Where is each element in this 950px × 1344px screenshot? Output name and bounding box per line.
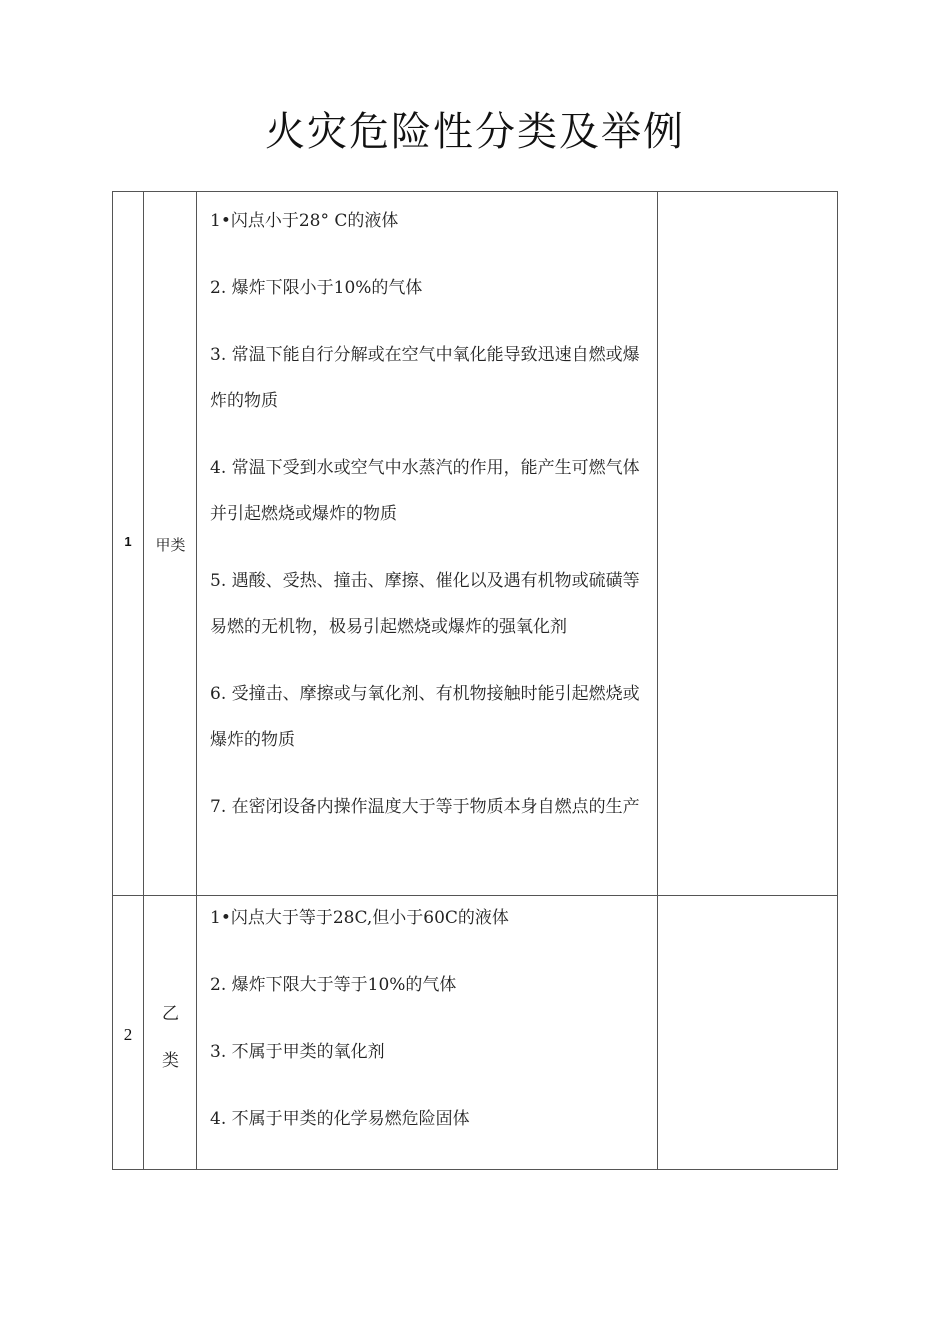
- list-item: 4. 不属于甲类的化学易燃危险固体: [210, 1109, 470, 1129]
- list-item: 3. 常温下能自行分解或在空气中氧化能导致迅速自燃或爆炸的物质: [210, 345, 640, 411]
- list-item: 7. 在密闭设备内操作温度大于等于物质本身自燃点的生产: [210, 797, 640, 817]
- example-cell: [658, 191, 837, 896]
- list-item: 1•闪点小于28° C的液体: [210, 211, 399, 231]
- list-item: 5. 遇酸、受热、撞击、摩擦、催化以及遇有机物或硫磺等易燃的无机物，极易引起燃烧或爆炸的强氧化剂: [210, 571, 640, 637]
- list-item: 3. 不属于甲类的氧化剂: [210, 1042, 385, 1062]
- list-item: 1•闪点大于等于28C,但小于60C的液体: [210, 908, 509, 928]
- row-number: 1: [124, 534, 132, 549]
- criteria-list: [210, 895, 650, 1165]
- table-row: [112, 191, 838, 896]
- category-label-line1: 乙: [162, 1004, 179, 1024]
- row-number: 2: [123, 1025, 133, 1044]
- list-item: 6. 受撞击、摩擦或与氧化剂、有机物接触时能引起燃烧或爆炸的物质: [210, 684, 640, 750]
- page-title: 火灾危险性分类及举例: [265, 109, 685, 155]
- list-item: 4. 常温下受到水或空气中水蒸汽的作用，能产生可燃气体并引起燃烧或爆炸的物质: [210, 458, 640, 524]
- example-cell: [658, 895, 837, 1170]
- table-row: [112, 895, 838, 1170]
- category-label: 甲类: [155, 536, 186, 554]
- category-label-line2: 类: [162, 1051, 179, 1071]
- list-item: 2. 爆炸下限大于等于10%的气体: [210, 975, 457, 995]
- list-item: 2. 爆炸下限小于10%的气体: [210, 278, 423, 298]
- criteria-list: [210, 198, 650, 895]
